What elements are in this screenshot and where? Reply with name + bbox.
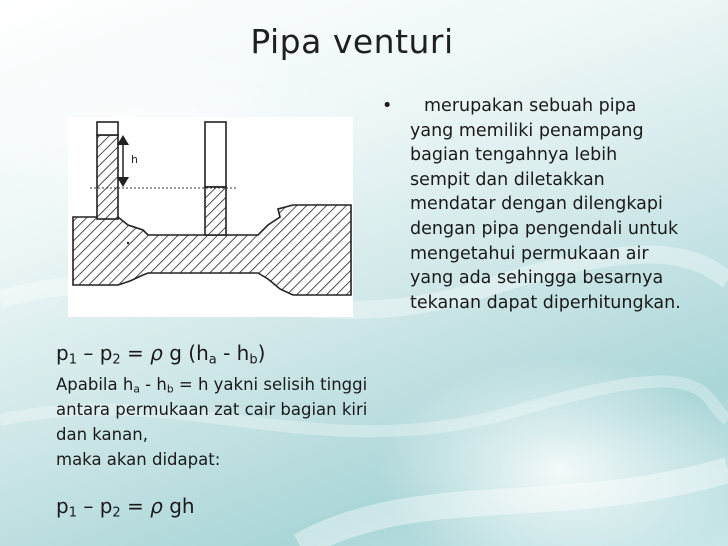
bullet-text: merupakan sebuah pipa yang memiliki penampang bagian tengahnya lebih sempit dan diletakkan mendatar dengan dilengkapi dengan pipa pengendali untuk mengetahui permukaan air yang ada sehingga besarnya tekanan dapat diperhitungkan. — [410, 96, 681, 313]
slide-title: Pipa venturi — [250, 22, 454, 61]
explanation-text: Apabila $h_a - h_b = h$ yakni selisih tinggi antara permukaan zat cair bagian kiri dan kanan, maka akan didapat: — [56, 375, 368, 469]
right-tube-fill — [205, 187, 226, 235]
bullet-point — [382, 94, 682, 315]
pressure-difference-formula: $p_1 - p_2 = \rho$ g $(h_a - h_b)$ — [56, 341, 266, 368]
venturi-pipe-drawing — [68, 117, 353, 317]
left-tube-fill — [97, 135, 118, 219]
venturi-diagram — [68, 117, 353, 317]
right-tube-top — [205, 122, 226, 187]
height-label: h — [131, 153, 138, 166]
bullet-dot: • — [382, 96, 393, 116]
result-formula: $p_1 - p_2 = \rho$ gh — [56, 494, 195, 521]
left-tube-top — [97, 122, 118, 135]
